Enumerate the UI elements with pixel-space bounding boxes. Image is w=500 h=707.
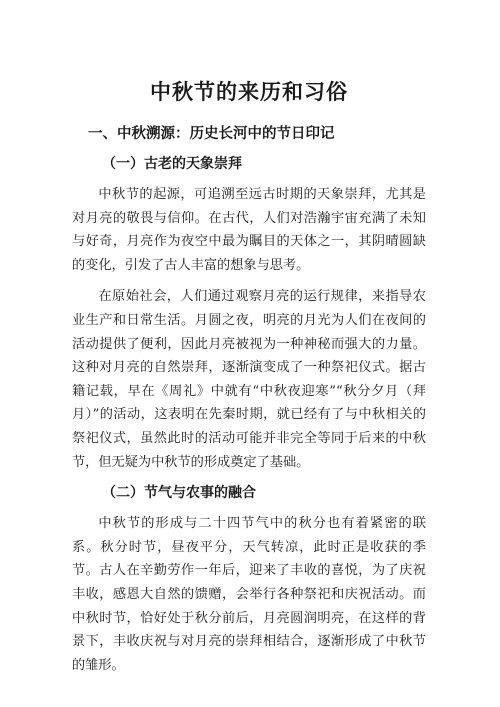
document-title: 中秋节的来历和习俗 [150,79,348,104]
paragraph: 在原始社会，人们通过观察月亮的运行规律，来指导农业生产和日常生活。月圆之夜，明亮的月光为人们在夜间的活动提供了便利，因此月亮被视为一种神秘而强大的力量。这种对月亮的自然崇拜，逐渐演变成了一种祭祀仪式。据古籍记载，早在《周礼》中就有“中秋夜迎寒”“秋分夕月（拜月）”的活动，这表明在先秦时期，就已经有了与中秋相关的祭祀仪式，虽然此时的活动可能并非完全等同于后来的中秋节，但无疑为中秋节的形成奠定了基础。 [72,289,426,470]
subsection-heading-solar-terms: （二）节气与农事的融合 [102,485,256,502]
section-heading-origin: 一、中秋溯源：历史长河中的节日印记 [88,125,335,142]
paragraph: 中秋节的起源，可追溯至远古时期的天象崇拜，尤其是对月亮的敬畏与信仰。在古代，人们对浩瀚宇宙充满了未知与好奇，月亮作为夜空中最为瞩目的天体之一，其阴晴圆缺的变化，引发了古人丰富的想象与思考。 [72,187,426,273]
paragraph: 中秋节的形成与二十四节气中的秋分也有着紧密的联系。秋分时节，昼夜平分，天气转凉，此时正是收获的季节。古人在辛勤劳作一年后，迎来了丰收的喜悦，为了庆祝丰收，感恩大自然的馈赠，会举行各种祭祀和庆祝活动。而中秋时节，恰好处于秋分前后，月亮圆润明亮，在这样的背景下，丰收庆祝与对月亮的崇拜相结合，逐渐形成了中秋节的雏形。 [72,516,426,673]
subsection-heading-celestial-worship: （一）古老的天象崇拜 [102,156,242,172]
